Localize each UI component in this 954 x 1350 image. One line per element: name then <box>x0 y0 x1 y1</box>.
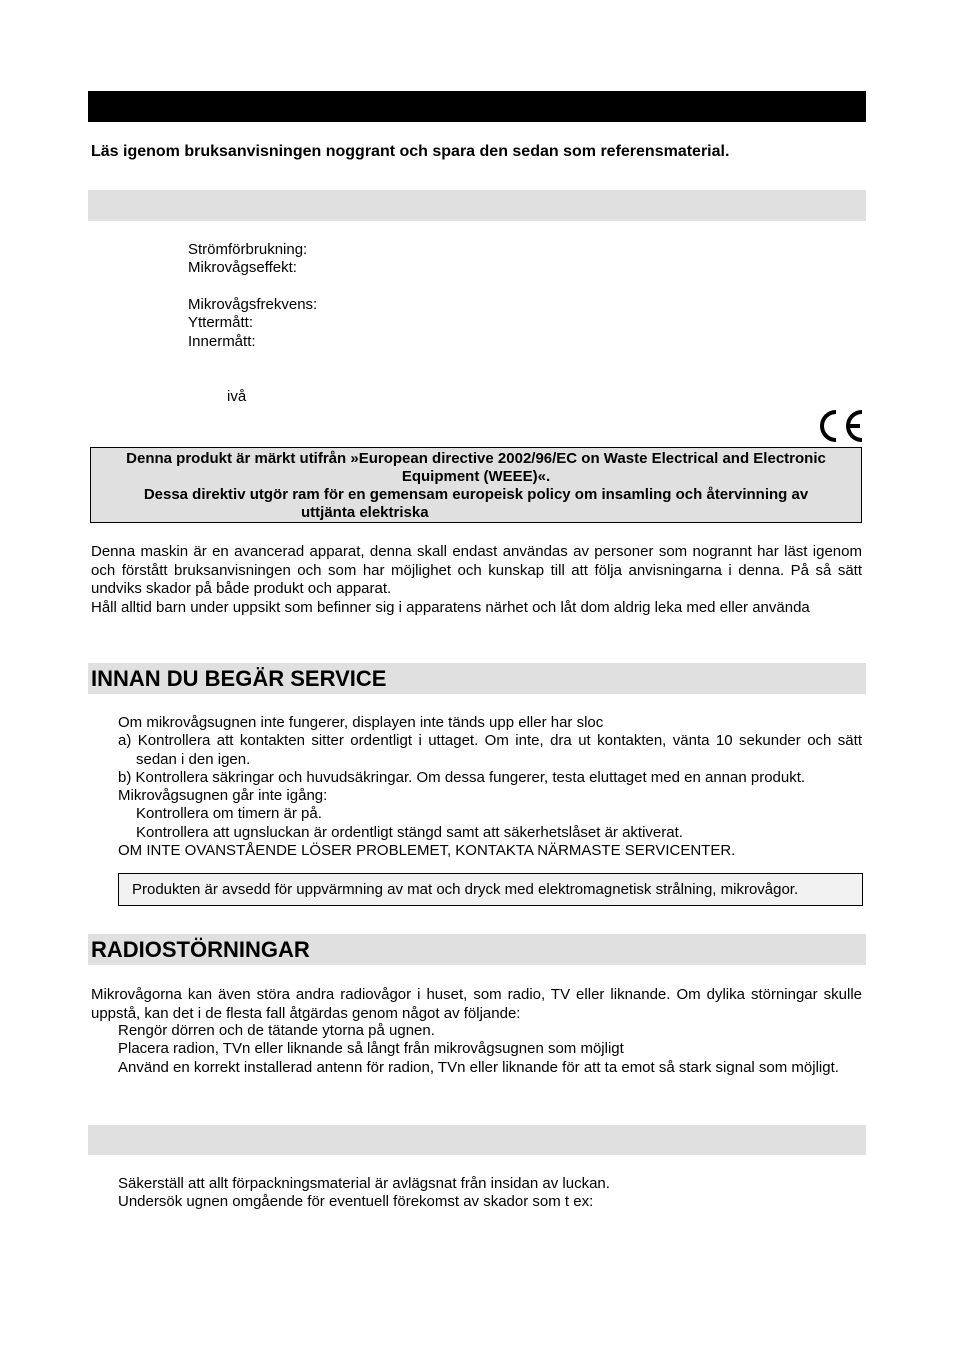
spec-power-consumption: Strömförbrukning: <box>188 241 308 258</box>
weee-line-2: Equipment (WEEE)«. <box>401 468 551 485</box>
install-list <box>118 1175 862 1212</box>
service-item-a: a) Kontrollera att kontakten sitter ordentligt i uttaget. Om inte, dra ut kontakten, vänta 10 sekunder och sätt sedan i den igen. <box>118 732 862 768</box>
weee-notice-box <box>90 447 862 523</box>
spec-outer-dimensions: Yttermått: <box>188 314 254 331</box>
install-header-bar <box>88 1125 866 1155</box>
ce-mark-icon <box>812 406 866 446</box>
service-contact: OM INTE OVANSTÅENDE LÖSER PROBLEMET, KONTAKTA NÄRMASTE SERVICENTER. <box>118 842 736 860</box>
service-not-start: Mikrovågsugnen går inte igång: <box>118 787 328 805</box>
spec-microwave-output: Mikrovågseffekt: <box>188 259 297 276</box>
usage-note-box: Produkten är avsedd för uppvärmning av mat och dryck med elektromagnetisk strålning, mikrovågor. <box>118 873 863 906</box>
spec-microwave-frequency: Mikrovågsfrekvens: <box>188 296 318 313</box>
spec-inner-dimensions: Innermått: <box>188 333 256 350</box>
weee-line-3: Dessa direktiv utgör ram för en gemensam europeisk policy om insamling och återvinning av <box>143 486 809 503</box>
service-check-timer: Kontrollera om timern är på. <box>136 805 322 823</box>
specs-header-bar <box>88 190 866 221</box>
install-item-1: Säkerställ att allt förpackningsmaterial är avlägsnat från insidan av luckan. <box>118 1175 610 1192</box>
weee-line-1: Denna produkt är märkt utifrån »European directive 2002/96/EC on Waste Electrical and Electronic <box>126 450 826 467</box>
service-check-door: Kontrollera att ugnsluckan är ordentligt stängd samt att säkerhetslåset är aktiverat. <box>136 823 683 841</box>
children-warning-paragraph: Håll alltid barn under uppsikt som befinner sig i apparatens närhet och låt dom aldrig leka med eller använda <box>91 598 810 616</box>
warning-section <box>91 543 862 617</box>
spec-fragment: ivå <box>227 388 247 405</box>
radio-intro: Mikrovågorna kan även störa andra radiovågor i huset, som radio, TV eller liknande. Om dylika störningar skulle uppstå, kan det i de flesta fall åtgärdas genom något av följande: <box>91 986 862 1022</box>
intro-text: Läs igenom bruksanvisningen noggrant och spara den sedan som referensmaterial. <box>91 143 730 160</box>
service-list <box>118 714 862 860</box>
radio-section-title: RADIOSTÖRNINGAR <box>88 934 866 965</box>
radio-list <box>118 1022 862 1077</box>
radio-item-3: Använd en korrekt installerad antenn för radion, TVn eller liknande för att ta emot så stark signal som möjligt. <box>118 1058 839 1076</box>
weee-line-4: uttjänta elektriska <box>301 504 429 521</box>
install-item-2: Undersök ugnen omgående för eventuell förekomst av skador som t ex: <box>118 1193 594 1211</box>
warning-paragraph: Denna maskin är en avancerad apparat, denna skall endast användas av personer som nogrannt har läst igenom och förstått bruksanvisningen och som har möjlighet och kunskap till att följa anvisningarna i denna. På så sätt undviks skador på både produkt och apparat. <box>91 543 862 597</box>
top-title-bar <box>88 91 866 122</box>
radio-item-2: Placera radion, TVn eller liknande så långt från mikrovågsugnen som möjligt <box>118 1040 624 1058</box>
service-intro: Om mikrovågsugnen inte fungerer, displayen inte tänds upp eller har sloc <box>118 714 604 731</box>
service-section-title: INNAN DU BEGÄR SERVICE <box>88 663 866 694</box>
radio-item-1: Rengör dörren och de tätande ytorna på ugnen. <box>118 1022 435 1039</box>
service-item-b: b) Kontrollera säkringar och huvudsäkringar. Om dessa fungerer, testa eluttaget med en annan produkt. <box>118 768 806 786</box>
